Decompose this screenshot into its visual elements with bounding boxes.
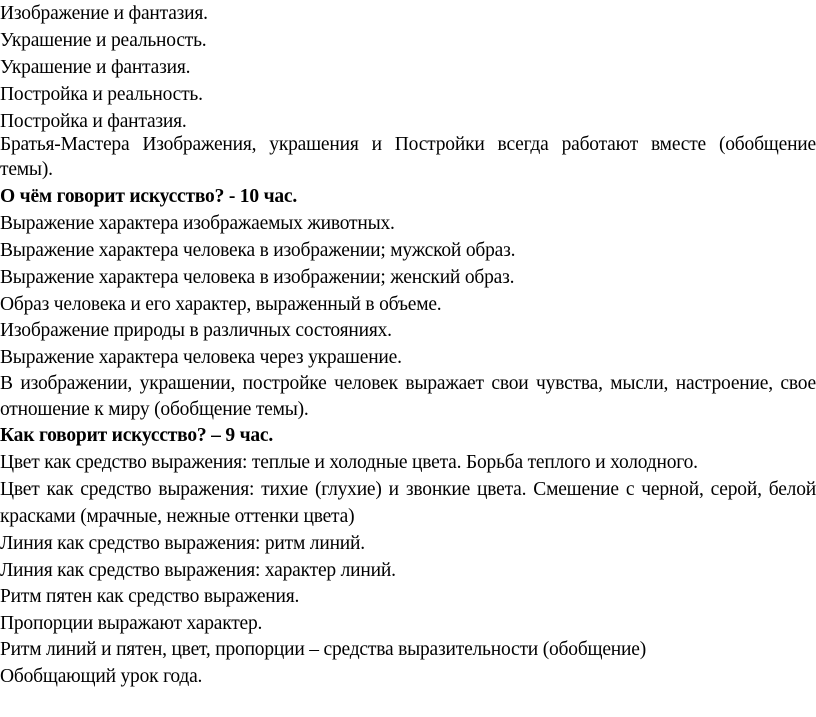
text-line: Цвет как средство выражения: тихие (глухие) и звонкие цвета. Смешение с черной, серой, белой — [0, 479, 816, 500]
text-line: Линия как средство выражения: характер линий. — [0, 560, 396, 581]
text-line: отношение к миру (обобщение темы). — [0, 399, 309, 420]
text-line: Ритм пятен как средство выражения. — [0, 586, 300, 607]
text-line: Цвет как средство выражения: теплые и холодные цвета. Борьба теплого и холодного. — [0, 452, 698, 473]
text-line: Обобщающий урок года. — [0, 666, 203, 687]
section-heading: Как говорит искусство? – 9 час. — [0, 425, 274, 446]
text-line: Выражение характера человека в изображении; мужской образ. — [0, 240, 516, 261]
text-line: Украшение и реальность. — [0, 30, 207, 51]
text-line: Ритм линий и пятен, цвет, пропорции – средства выразительности (обобщение) — [0, 639, 647, 660]
text-line: Выражение характера человека в изображении; женский образ. — [0, 267, 515, 288]
text-line: Украшение и фантазия. — [0, 57, 191, 78]
text-line: Выражение характера изображаемых животных. — [0, 213, 395, 234]
text-line: Изображение природы в различных состояниях. — [0, 320, 392, 341]
text-line: Братья-Мастера Изображения, украшения и Постройки всегда работают вместе (обобщение — [0, 134, 816, 155]
text-line: Изображение и фантазия. — [0, 3, 208, 24]
text-line: Постройка и фантазия. — [0, 111, 187, 132]
text-line: Постройка и реальность. — [0, 84, 203, 105]
text-line: красками (мрачные, нежные оттенки цвета) — [0, 506, 355, 527]
text-line: Линия как средство выражения: ритм линий. — [0, 533, 365, 554]
text-line: Образ человека и его характер, выраженный в объеме. — [0, 294, 442, 315]
text-line: Пропорции выражают характер. — [0, 613, 263, 634]
text-line: В изображении, украшении, постройке человек выражает свои чувства, мысли, настроение, свое — [0, 373, 816, 394]
text-line: Выражение характера человека через украшение. — [0, 347, 402, 368]
text-line: темы). — [0, 159, 53, 180]
section-heading: О чём говорит искусство? - 10 час. — [0, 186, 298, 207]
